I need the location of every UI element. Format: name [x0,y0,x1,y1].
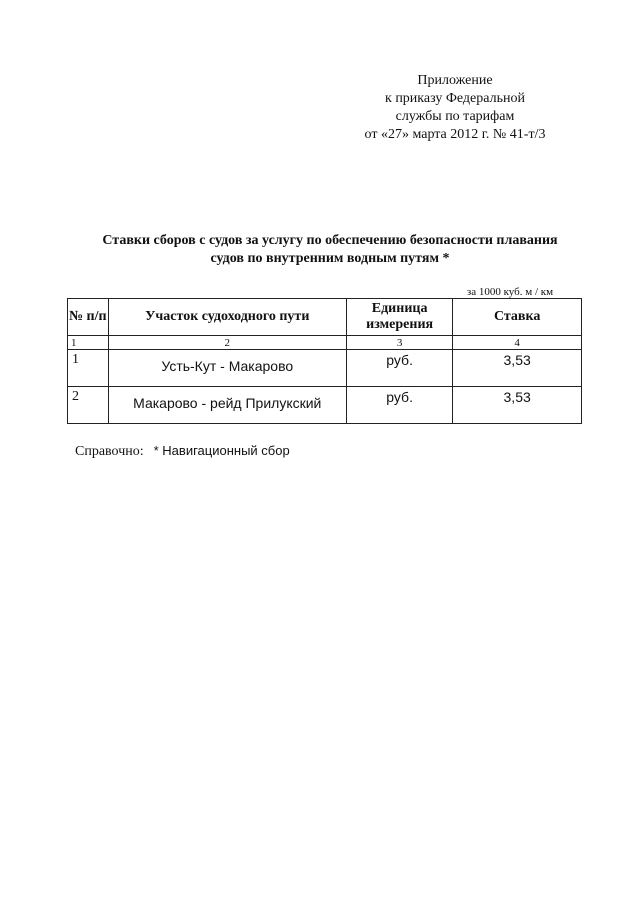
title-line-1: Ставки сборов с судов за услугу по обеспечению безопасности плавания [102,233,558,248]
row-rate: 3,53 [453,387,582,424]
table-row [68,350,582,387]
rates-table [67,298,582,424]
column-index-2: 2 [108,336,346,350]
column-index-1: 1 [68,336,109,350]
row-unit: руб. [346,387,452,424]
appendix-line-4: от «27» марта 2012 г. № 41-т/3 [364,127,546,142]
row-unit: руб. [346,350,452,387]
header-section: Участок судоходного пути [108,299,346,336]
appendix-line-2: к приказу Федеральной [385,91,525,106]
header-rate: Ставка [453,299,582,336]
appendix-line-1: Приложение [417,73,493,88]
row-num: 1 [68,350,109,387]
column-index-row [68,336,582,350]
header-num: № п/п [68,299,109,336]
appendix-line-3: службы по тарифам [395,109,515,124]
table-header-row [68,299,582,336]
reference-note [75,443,290,460]
row-rate: 3,53 [453,350,582,387]
document-title [60,232,600,268]
column-index-3: 3 [346,336,452,350]
appendix-header [340,72,570,144]
row-num: 2 [68,387,109,424]
reference-label: Справочно: [75,444,144,459]
row-section: Усть-Кут - Макарово [108,350,346,387]
table-row [68,387,582,424]
header-unit: Единица измерения [346,299,452,336]
column-index-4: 4 [453,336,582,350]
row-section: Макарово - рейд Прилукский [108,387,346,424]
title-line-2: судов по внутренним водным путям * [210,251,450,266]
reference-text: * Навигационный сбор [153,443,290,458]
unit-note: за 1000 куб. м / км [466,286,554,298]
